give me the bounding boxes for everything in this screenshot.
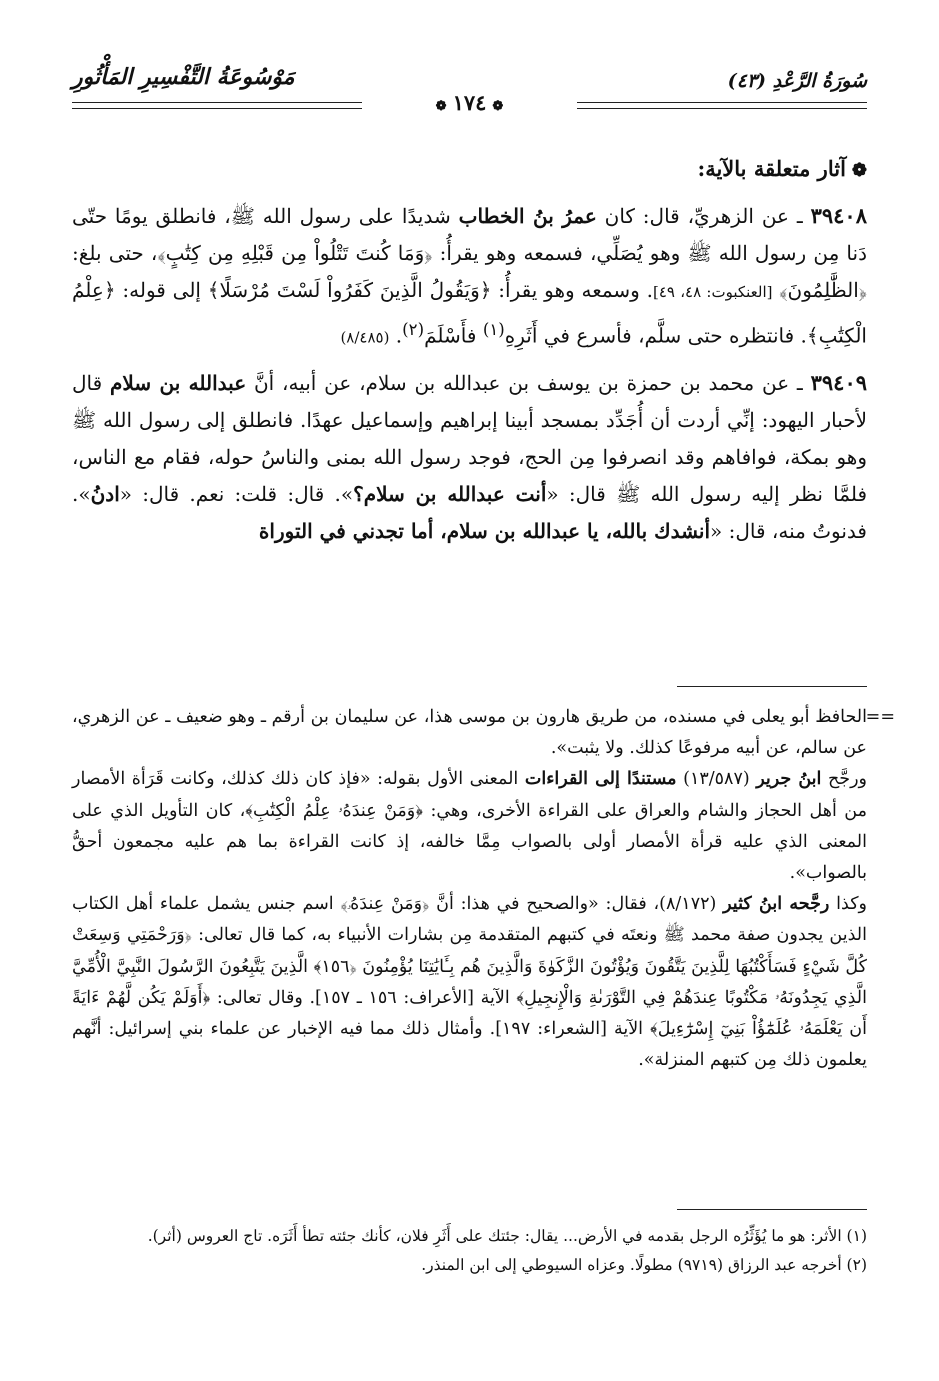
commentary-notes — [72, 702, 867, 1076]
quran-reference: [العنكبوت: ٤٨، ٤٩] — [653, 283, 773, 301]
prophet-speech: ادنُ — [90, 481, 120, 506]
text: وكذا — [829, 894, 867, 915]
note-paragraph — [72, 764, 867, 889]
scholar-name: رجَّحه ابنُ كثير — [723, 894, 830, 915]
flower-icon: ❁ — [851, 160, 867, 181]
main-text — [72, 150, 867, 557]
volume-reference: (٨/٤٨٥) — [340, 328, 390, 347]
text: (١٣/٥٨٧) — [676, 769, 757, 790]
surah-title: سُورَةُ الرَّعْدِ (٤٣) — [727, 70, 867, 92]
narrator-name: عبدالله بن سلام — [110, 370, 247, 395]
note-paragraph: الحافظ أبو يعلى في مسنده، من طريق هارون بن موسى هذا، عن سليمان بن أرقم ـ وهو ضعيف ـ عن الزهري، عن سالم، عن أبيه مرفوعًا كذلك. ولا يثبت». — [72, 707, 867, 759]
text: ورجَّح — [821, 769, 867, 790]
hadith-paragraph — [72, 197, 867, 357]
footnote-marker: (١) — [482, 320, 505, 339]
text: . — [389, 323, 403, 348]
notes-separator — [677, 686, 867, 687]
text: (٨/١٧٢)، فقال: «والصحيح في هذا: أنَّ ﴿وَمَنْ عِندَهُۥ﴾ اسم جنس يشمل علماء أهل الكتاب الذين يجدون صفة محمد ﷺ ونعتَه في كتبهم المتقدمة مِن بشارات الأنبياء به، كما قال تعالى: ﴿وَرَحْمَتِي وَسِعَتْ كُلَّ شَيْءٍ فَسَأَكْتُبُهَا لِلَّذِينَ يَتَّقُونَ وَيُؤْتُونَ الزَّكَوٰةَ وَالَّذِينَ هُم بِـَٔايَٰتِنَا يُؤْمِنُونَ ﴿١٥٦﴾ الَّذِينَ يَتَّبِعُونَ الرَّسُولَ النَّبِيَّ الْأُمِّيَّ الَّذِي يَجِدُونَهُۥ مَكْتُوبًا عِندَهُمْ فِي التَّوْرَىٰةِ وَالْإِنجِيلِ﴾ الآية [الأعراف: ١٥٦ ـ ١٥٧]. وقال تعالى: ﴿أَوَلَمْ يَكُن لَّهُمْ ءَايَةً أَن يَعْلَمَهُۥ عُلَمَٰٓؤُاْ بَنِيٓ إِسْرَٰٓءِيلَ﴾ الآية [الشعراء: ١٩٧]. وأمثال ذلك مما فيه الإخبار عن علماء بني إسرائيل: أنَّهم يعلمون ذلك مِن كتبهم المنزلة». — [72, 894, 867, 1071]
text: ـ عن الزهريِّ، قال: كان — [596, 204, 803, 228]
text: . وسمعه وهو يقرأُ: ﴿وَيَقُولُ الَّذِينَ كَفَرُواْ لَسْتَ مُرْسَلًا﴾ إلى قوله: ﴿عِلْمُ الْكِتَٰبِ﴾. فانتظره حتى سلَّم، فأسرع في أَثَرِهِ — [72, 278, 867, 348]
footnote: (٢) أخرجه عبد الرزاق (٩٧١٩) مطولًا. وعزاه السيوطي إلى ابن المنذر. — [421, 1256, 867, 1274]
text: المعنى الأول بقوله: «فإذ كان ذلك كذلك، وكانت قَرَأة الأمصار من أهل الحجاز والشام والعراق على القراءة الأخرى، وهي: ﴿وَمَنْ عِندَهُۥ عِلْمُ الْكِتَٰبِ﴾، كان التأويل الذي على المعنى الذي عليه قرأة الأمصار أولى بالصواب مِمَّا خالفه، إذ كانت القراءة بما هم عليه مجمعون أحقُّ بالصواب». — [72, 769, 867, 884]
text: قال لأحبار اليهود: إنِّي أردت أن أُجَدِّد بمسجد أبينا إبراهيم وإسماعيل عهدًا. فانطلق إلى رسول الله ﷺ وهو بمكة، فوافاهم وقد انصرفوا مِن الحج، فوجد رسول الله بمنى والناسُ حوله، فقام مع الناس، فلمَّا نظر إليه رسول الله ﷺ قال: « — [72, 370, 868, 506]
section-heading — [72, 150, 867, 189]
continuation-marker: == — [865, 707, 895, 727]
hadith-number: ٣٩٤٠٩ — [810, 369, 868, 395]
hadith-paragraph — [72, 364, 867, 550]
narrator-name: عمرُ بنُ الخطاب — [458, 204, 597, 228]
text: ـ عن محمد بن حمزة بن يوسف بن عبدالله بن سلام، عن أبيه، أنَّ — [246, 370, 803, 395]
prophet-speech: أنت عبدالله بن سلام؟ — [353, 481, 547, 506]
ornament-icon: ❁ — [435, 99, 447, 114]
footnote-marker: (٢) — [402, 320, 425, 339]
note-paragraph — [72, 889, 867, 1076]
footnotes — [72, 1222, 867, 1280]
hadith-number: ٣٩٤٠٨ — [810, 203, 867, 228]
header-rule-left — [72, 102, 362, 109]
header-rule-right — [577, 102, 867, 109]
scholar-name: ابنُ جرير — [756, 769, 822, 790]
page-header — [72, 62, 867, 120]
ornament-icon: ❁ — [492, 99, 504, 114]
prophet-speech: أنشدك بالله، يا عبدالله بن سلام، أما تجدني في التوراة — [258, 518, 711, 543]
book-title: مَوْسُوعَةُ التَّفْسِيرِ المَأْثُورِ — [72, 64, 295, 90]
text: ». فدنوتُ منه، قال: « — [72, 481, 867, 543]
footnotes-separator — [677, 1209, 867, 1210]
text: ». قال: قلت: نعم. قال: « — [119, 481, 354, 506]
text: فأَسْلَمَ — [424, 323, 483, 348]
page-number: ١٧٤ — [452, 90, 487, 115]
text: شديدًا على رسول الله ﷺ، فانطلق يومًا حتّى دَنا مِن رسول الله ﷺ وهو يُصَلِّي، فسمعه وهو يقرأُ: ﴿وَمَا كُنتَ تَتْلُواْ مِن قَبْلِهِ مِن كِتَٰبٍ﴾، حتى بلغ: ﴿الظَّٰلِمُونَ﴾ — [72, 204, 867, 302]
page-number-block — [430, 90, 510, 115]
emphasis: مستندًا إلى القراءات — [524, 769, 677, 790]
section-title: آثار متعلقة بالآية: — [697, 156, 846, 181]
footnote: (١) الأثر: هو ما يُؤَثِّرُه الرجل بقدمه في الأرض... يقال: جئتك على أَثَرِ فلان، كأنك جئته تطأ أَثَرَه. تاج العروس (أثر). — [147, 1227, 867, 1245]
